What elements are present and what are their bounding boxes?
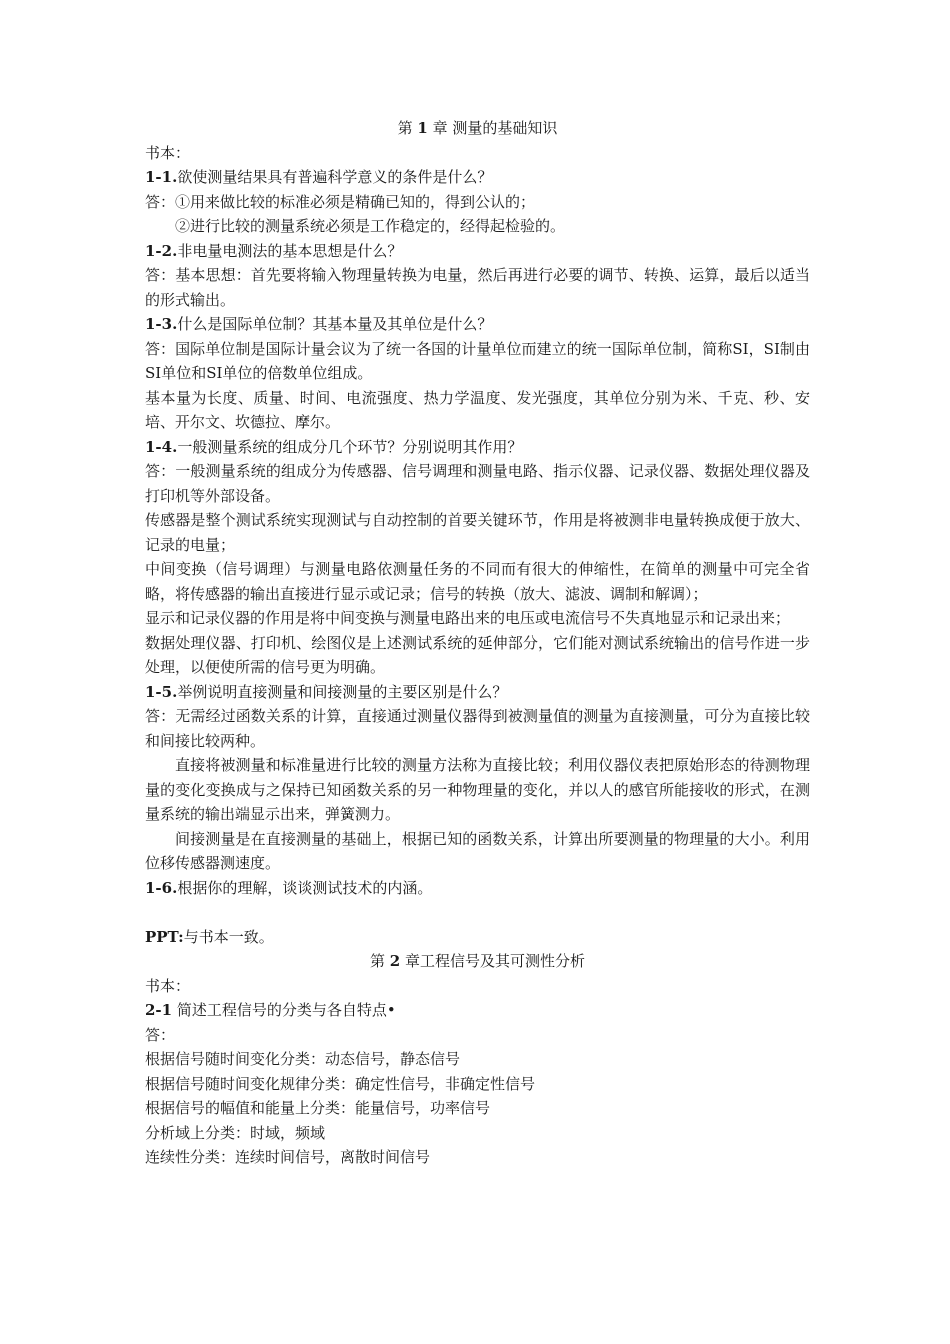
answer-1-5-para2: 直接将被测量和标准量进行比较的测量方法称为直接比较；利用仪器仪表把原始形态的待测物理量的变化变换成与之保持已知函数关系的另一种物理量的变化，并以人的感官所能接收的形式，在测量系统的输出端显示出来，弹簧测力。 (145, 756, 810, 823)
answer-1-4-para3: 中间变换（信号调理）与测量电路依测量任务的不同而有很大的伸缩性，在简单的测量中可完全省略，将传感器的输出直接进行显示或记录；信号的转换（放大、滤波、调制和解调）； (145, 560, 810, 603)
chapter-2-title: 第 2 章工程信号及其可测性分析 (369, 952, 586, 970)
ppt-note: PPT:与书本一致。 (145, 927, 274, 946)
answer-1-4-para1: 答：一般测量系统的组成分为传感器、信号调理和测量电路、指示仪器、记录仪器、数据处理仪器及打印机等外部设备。 (145, 462, 810, 505)
answer-1-2: 答：基本思想：首先要将输入物理量转换为电量，然后再进行必要的调节、转换、运算，最后以适当的形式输出。 (145, 266, 810, 309)
answer-1-4-para2: 传感器是整个测试系统实现测试与自动控制的首要关键环节，作用是将被测非电量转换成便于放大、记录的电量； (145, 511, 810, 554)
answer-2-1-line5: 连续性分类：连续时间信号，离散时间信号 (145, 1148, 431, 1166)
answer-1-1-line1: 答：①用来做比较的标准必须是精确已知的，得到公认的； (145, 192, 536, 211)
book-label: 书本： (145, 143, 191, 162)
answer-1-4-para4: 显示和记录仪器的作用是将中间变换与测量电路出来的电压或电流信号不失真地显示和记录出来； (145, 609, 791, 627)
answer-1-5-para1: 答：无需经过函数关系的计算，直接通过测量仪器得到被测量值的测量为直接测量，可分为直接比较和间接比较两种。 (145, 707, 810, 750)
answer-1-5-para3: 间接测量是在直接测量的基础上，根据已知的函数关系，计算出所要测量的物理量的大小。利用位移传感器测速度。 (145, 829, 810, 872)
answer-1-1-line2: ②进行比较的测量系统必须是工作稳定的，经得起检验的。 (175, 217, 566, 235)
question-1-5: 1-5.举例说明直接测量和间接测量的主要区别是什么？ (145, 682, 508, 701)
book-label-2: 书本： (145, 976, 191, 995)
question-1-4: 1-4.一般测量系统的组成分几个环节？分别说明其作用？ (145, 437, 523, 456)
answer-2-1-line1: 根据信号随时间变化分类：动态信号，静态信号 (145, 1050, 461, 1068)
answer-1-3-para2: 基本量为长度、质量、时间、电流强度、热力学温度、发光强度，其单位分别为米、千克、秒、安培、开尔文、坎德拉、摩尔。 (145, 388, 810, 431)
answer-1-3-para1: 答：国际单位制是国际计量会议为了统一各国的计量单位而建立的统一国际单位制，简称SI，SI制由SI单位和SI单位的倍数单位组成。 (145, 339, 810, 382)
question-1-6: 1-6.根据你的理解，谈谈测试技术的内涵。 (145, 878, 433, 897)
question-1-1: 1-1.欲使测量结果具有普遍科学意义的条件是什么？ (145, 168, 493, 186)
answer-2-1-label: 答： (145, 1025, 176, 1044)
document-page (145, 116, 810, 1170)
question-1-2: 1-2.非电量电测法的基本思想是什么？ (145, 241, 403, 260)
answer-2-1-line4: 分析域上分类：时域，频域 (145, 1123, 326, 1142)
answer-1-4-para5: 数据处理仪器、打印机、绘图仪是上述测试系统的延伸部分，它们能对测试系统输出的信号作进一步处理，以便使所需的信号更为明确。 (145, 633, 810, 676)
answer-2-1-line3: 根据信号的幅值和能量上分类：能量信号，功率信号 (145, 1099, 491, 1117)
chapter-1-title: 第 1 章 测量的基础知识 (397, 119, 558, 137)
blank-line (145, 900, 810, 925)
question-2-1: 2-1 简述工程信号的分类与各自特点• (145, 1001, 396, 1019)
question-1-3: 1-3.什么是国际单位制？其基本量及其单位是什么？ (145, 315, 493, 333)
answer-2-1-line2: 根据信号随时间变化规律分类：确定性信号，非确定性信号 (145, 1074, 536, 1093)
